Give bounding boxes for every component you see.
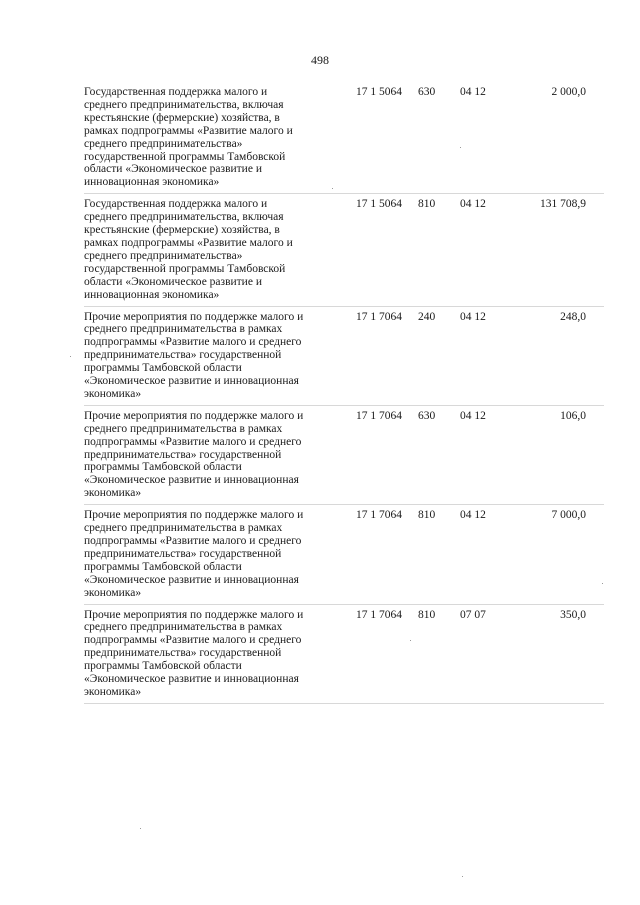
- table-row: [84, 608, 604, 704]
- row-target-article: 17 1 7064: [356, 409, 402, 422]
- row-section-subsection: 07 07: [460, 608, 486, 621]
- row-description: Прочие мероприятия по поддержке малого и среднего предпринимательства в рамках подпрограммы «Развитие малого и среднего предпринимательства» государственной программы Тамбовской области «Экономическое развитие и инновационная экономика»: [84, 409, 304, 500]
- table-row: [84, 409, 604, 505]
- row-section-subsection: 04 12: [460, 310, 486, 323]
- scan-speck: [332, 188, 333, 189]
- row-amount: 350,0: [560, 608, 586, 621]
- row-target-article: 17 1 7064: [356, 608, 402, 621]
- row-section-subsection: 04 12: [460, 86, 486, 98]
- table-row: [84, 310, 604, 406]
- row-amount: 131 708,9: [540, 198, 586, 211]
- row-amount: 7 000,0: [551, 509, 586, 522]
- page-number: 498: [311, 53, 329, 67]
- row-expense-type: 630: [418, 86, 436, 98]
- scan-speck: [460, 147, 461, 148]
- row-description: Государственная поддержка малого и среднего предпринимательства, включая крестьянские (фермерские) хозяйства, в рамках подпрограммы «Развитие малого и среднего предпринимательства» государственной программы Тамбовской области «Экономическое развитие и инновационная экономика»: [84, 198, 293, 301]
- row-description: Прочие мероприятия по поддержке малого и среднего предпринимательства в рамках подпрограммы «Развитие малого и среднего предпринимательства» государственной программы Тамбовской области «Экономическое развитие и инновационная экономика»: [84, 509, 304, 599]
- budget-table: [84, 85, 604, 704]
- row-description: Прочие мероприятия по поддержке малого и среднего предпринимательства в рамках подпрограммы «Развитие малого и среднего предпринимательства» государственной программы Тамбовской области «Экономическое развитие и инновационная экономика»: [84, 608, 304, 698]
- scan-speck: [602, 583, 603, 584]
- table-row: [84, 508, 604, 604]
- row-expense-type: 810: [418, 198, 436, 211]
- row-expense-type: 240: [418, 310, 436, 323]
- row-expense-type: 630: [418, 409, 436, 422]
- row-amount: 2 000,0: [551, 86, 586, 98]
- table-row: [84, 197, 604, 306]
- row-amount: 248,0: [560, 310, 586, 323]
- table-row: [84, 85, 604, 194]
- row-description: Государственная поддержка малого и среднего предпринимательства, включая крестьянские (фермерские) хозяйства, в рамках подпрограммы «Развитие малого и среднего предпринимательства» государственной программы Тамбовской области «Экономическое развитие и инновационная экономика»: [84, 86, 293, 189]
- scan-speck: [140, 828, 141, 829]
- row-description: Прочие мероприятия по поддержке малого и среднего предпринимательства в рамках подпрограммы «Развитие малого и среднего предпринимательства» государственной программы Тамбовской области «Экономическое развитие и инновационная экономика»: [84, 310, 304, 400]
- row-target-article: 17 1 5064: [356, 198, 402, 211]
- scan-speck: [462, 876, 463, 877]
- row-target-article: 17 1 5064: [356, 86, 402, 98]
- row-expense-type: 810: [418, 608, 436, 621]
- row-target-article: 17 1 7064: [356, 310, 402, 323]
- scan-speck: [70, 356, 71, 357]
- scan-speck: [410, 640, 411, 641]
- row-amount: 106,0: [560, 409, 586, 422]
- row-expense-type: 810: [418, 509, 436, 522]
- row-section-subsection: 04 12: [460, 198, 486, 211]
- row-section-subsection: 04 12: [460, 409, 486, 422]
- row-target-article: 17 1 7064: [356, 509, 402, 522]
- row-section-subsection: 04 12: [460, 509, 486, 522]
